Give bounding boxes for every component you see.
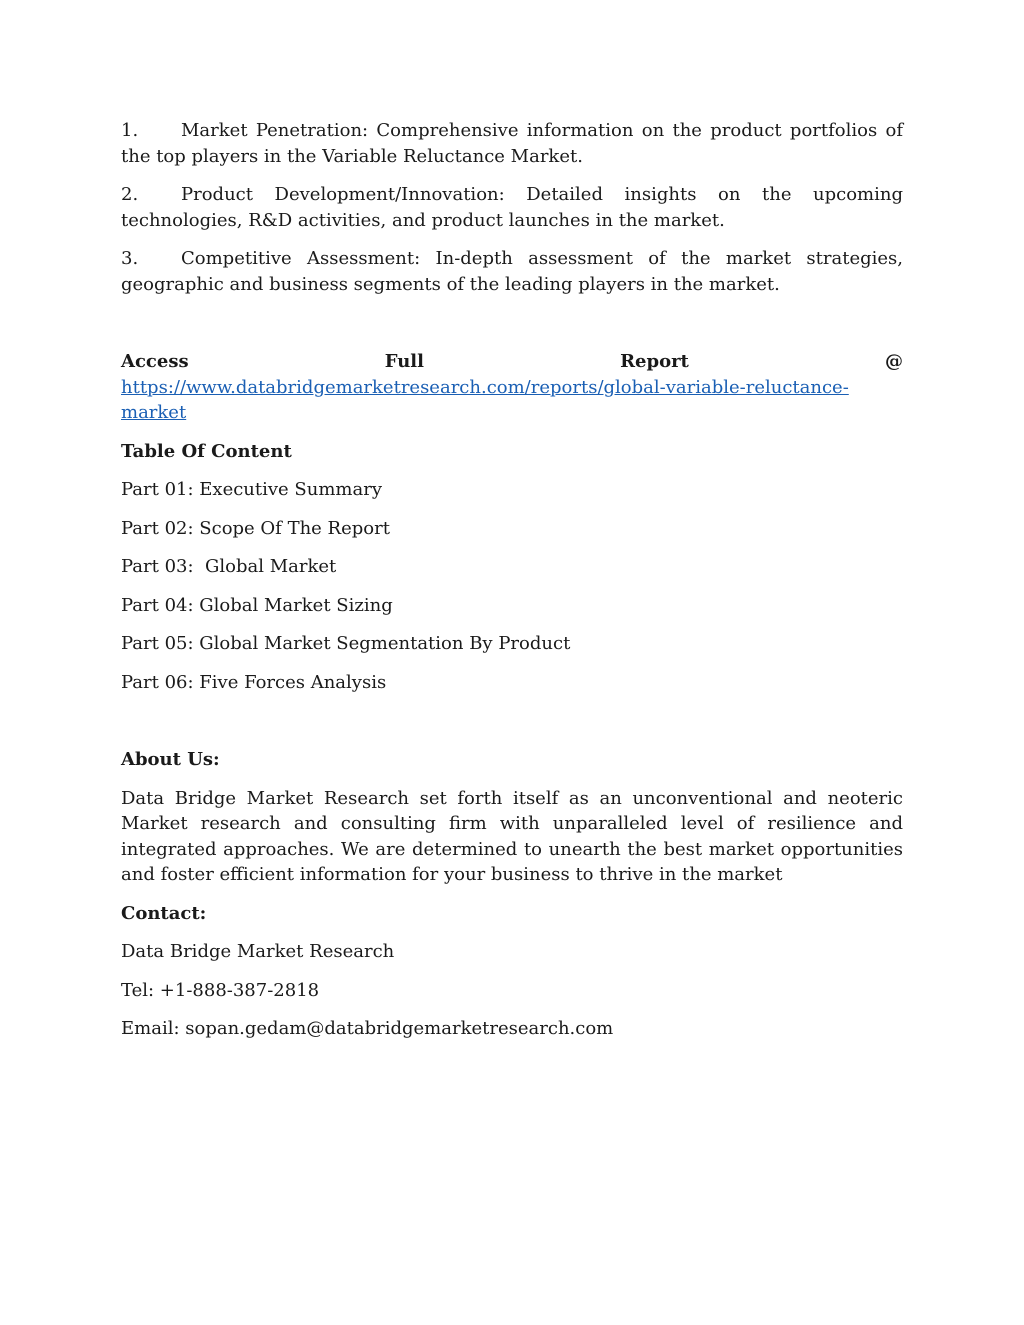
list-text: Product Development/Innovation: Detailed insights on the upcoming technologies, R&D activities, and product launches in the market. [121, 184, 903, 231]
contact-tel: Tel: +1-888-387-2818 [121, 979, 320, 1001]
toc-item: Part 06: Five Forces Analysis [121, 671, 387, 693]
list-number: 2. [121, 184, 139, 205]
contact-heading: Contact: [121, 902, 207, 924]
access-report-label: Access Full Report @ [121, 351, 903, 372]
list-number: 3. [121, 248, 139, 269]
report-link[interactable]: https://www.databridgemarketresearch.com/reports/global-variable-reluctance-market [121, 376, 849, 423]
section-spacer [121, 310, 903, 349]
list-number: 1. [121, 120, 139, 141]
contact-email: Email: sopan.gedam@databridgemarketresearch.com [121, 1018, 614, 1039]
list-item-product-development [121, 182, 903, 233]
toc-heading: Table Of Content [121, 440, 292, 462]
toc-item: Part 04: Global Market Sizing [121, 594, 393, 616]
access-report-line [121, 349, 903, 426]
about-heading: About Us: [121, 749, 220, 770]
toc-item: Part 05: Global Market Segmentation By Product [121, 633, 571, 654]
list-item-competitive-assessment [121, 246, 903, 297]
list-item-market-penetration [121, 118, 903, 169]
toc-item: Part 03: Global Market [121, 556, 337, 577]
contact-company: Data Bridge Market Research [121, 941, 395, 962]
toc-item: Part 01: Executive Summary [121, 479, 382, 500]
document-page [121, 118, 903, 1055]
section-spacer [121, 708, 903, 747]
list-text: Market Penetration: Comprehensive information on the product portfolios of the top players in the Variable Reluctance Market. [121, 120, 903, 167]
toc-item: Part 02: Scope Of The Report [121, 517, 390, 539]
about-paragraph: Data Bridge Market Research set forth itself as an unconventional and neoteric Market research and consulting firm with unparalleled level of resilience and integrated approaches. We are determined to unearth the best market opportunities and foster efficient information for your business to thrive in the market [121, 787, 903, 885]
list-text: Competitive Assessment: In-depth assessment of the market strategies, geographic and business segments of the leading players in the market. [121, 248, 903, 295]
